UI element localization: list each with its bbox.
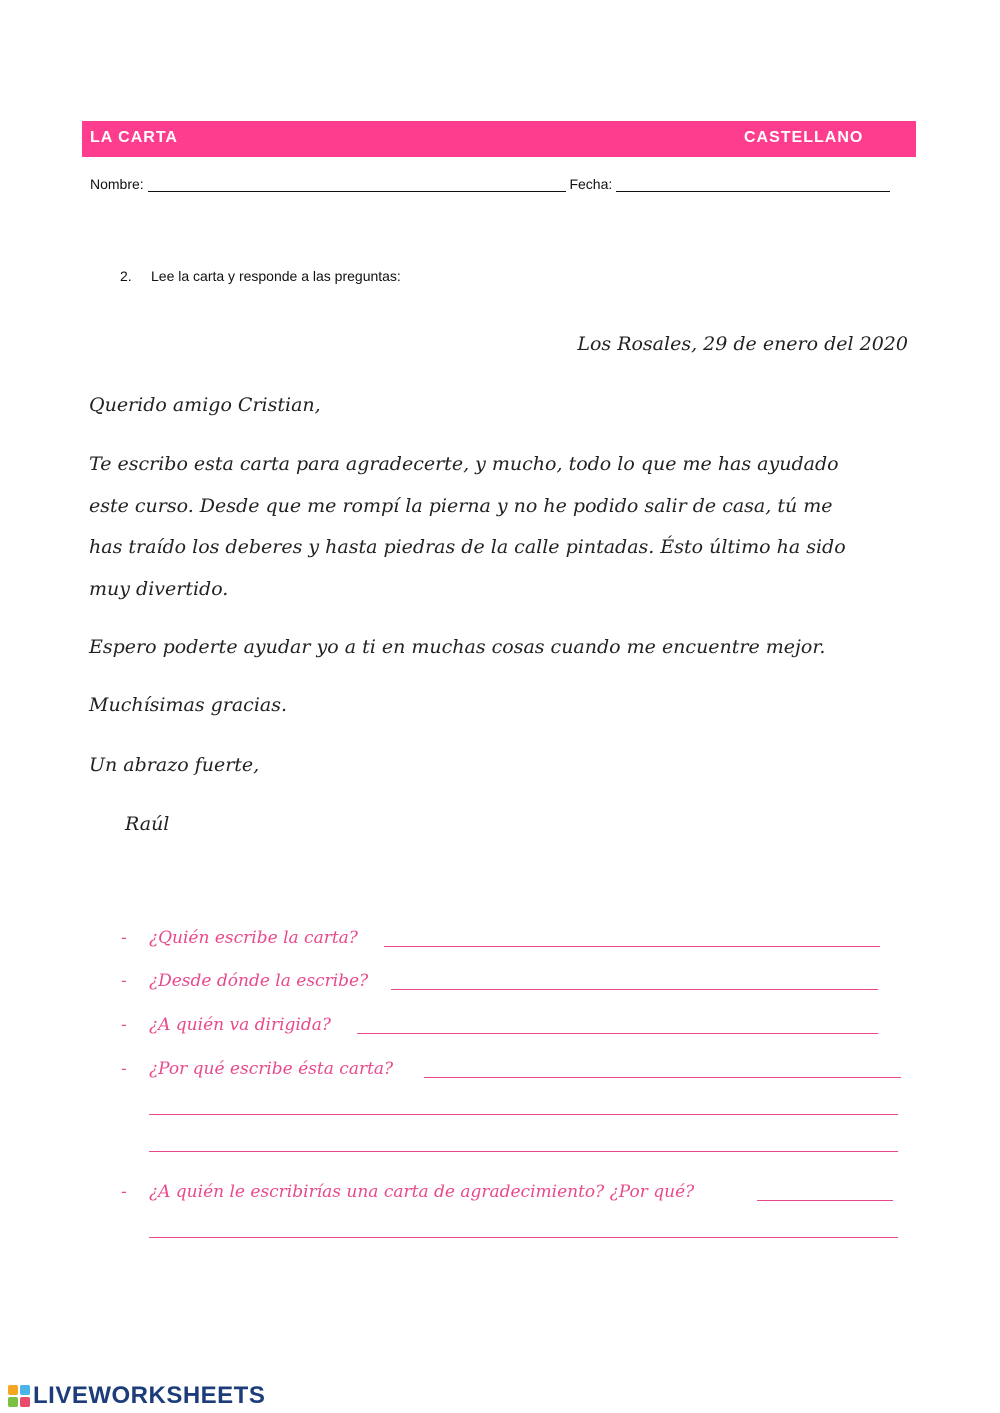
letter-greeting: Querido amigo Cristian,	[89, 394, 321, 416]
answer-line[interactable]	[391, 989, 878, 990]
answer-line[interactable]	[149, 1237, 898, 1238]
letter-place-date: Los Rosales, 29 de enero del 2020	[577, 333, 908, 355]
question-1	[0, 928, 1000, 952]
subject-label: CASTELLANO	[744, 129, 864, 146]
instruction	[120, 268, 401, 284]
logo-cubes-icon	[8, 1385, 30, 1407]
question-text: ¿Por qué escribe ésta carta?	[149, 1059, 394, 1079]
question-3	[0, 1015, 1000, 1039]
name-field[interactable]	[148, 177, 566, 192]
answer-line[interactable]	[384, 946, 880, 947]
letter-body-line: Te escribo esta carta para agradecerte, y mucho, todo lo que me has ayudado	[89, 453, 839, 475]
date-field[interactable]	[616, 177, 890, 192]
answer-line[interactable]	[149, 1151, 898, 1152]
letter-closing: Un abrazo fuerte,	[89, 754, 260, 776]
letter-signature: Raúl	[125, 813, 170, 835]
header-bar	[82, 121, 916, 157]
answer-line[interactable]	[149, 1114, 898, 1115]
letter-hope: Espero poderte ayudar yo a ti en muchas cosas cuando me encuentre mejor.	[89, 636, 826, 658]
question-text: ¿A quién le escribirías una carta de agradecimiento? ¿Por qué?	[149, 1182, 695, 1202]
instruction-text: Lee la carta y responde a las preguntas:	[151, 268, 401, 284]
answer-line[interactable]	[357, 1033, 878, 1034]
bullet: -	[121, 1182, 127, 1202]
worksheet-title: LA CARTA	[90, 129, 178, 146]
bullet: -	[121, 1059, 127, 1079]
question-2	[0, 971, 1000, 995]
letter-body-line: has traído los deberes y hasta piedras de la calle pintadas. Ésto último ha sido	[89, 536, 846, 558]
name-label: Nombre:	[90, 176, 144, 192]
question-text: ¿A quién va dirigida?	[149, 1015, 331, 1035]
answer-line[interactable]	[424, 1077, 901, 1078]
instruction-number: 2.	[120, 268, 132, 284]
bullet: -	[121, 928, 127, 948]
answer-line[interactable]	[757, 1200, 893, 1201]
logo-text: LIVEWORKSHEETS	[33, 1382, 266, 1409]
question-text: ¿Quién escribe la carta?	[149, 928, 358, 948]
question-4	[0, 1059, 1000, 1159]
bullet: -	[121, 1015, 127, 1035]
bullet: -	[121, 971, 127, 991]
letter-thanks: Muchísimas gracias.	[89, 694, 288, 716]
name-date-row	[90, 176, 890, 192]
liveworksheets-logo	[8, 1382, 265, 1410]
question-5	[0, 1182, 1000, 1242]
letter-body-line: este curso. Desde que me rompí la pierna y no he podido salir de casa, tú me	[89, 495, 833, 517]
date-label: Fecha:	[569, 176, 613, 192]
question-text: ¿Desde dónde la escribe?	[149, 971, 369, 991]
letter-body-line: muy divertido.	[89, 578, 229, 600]
